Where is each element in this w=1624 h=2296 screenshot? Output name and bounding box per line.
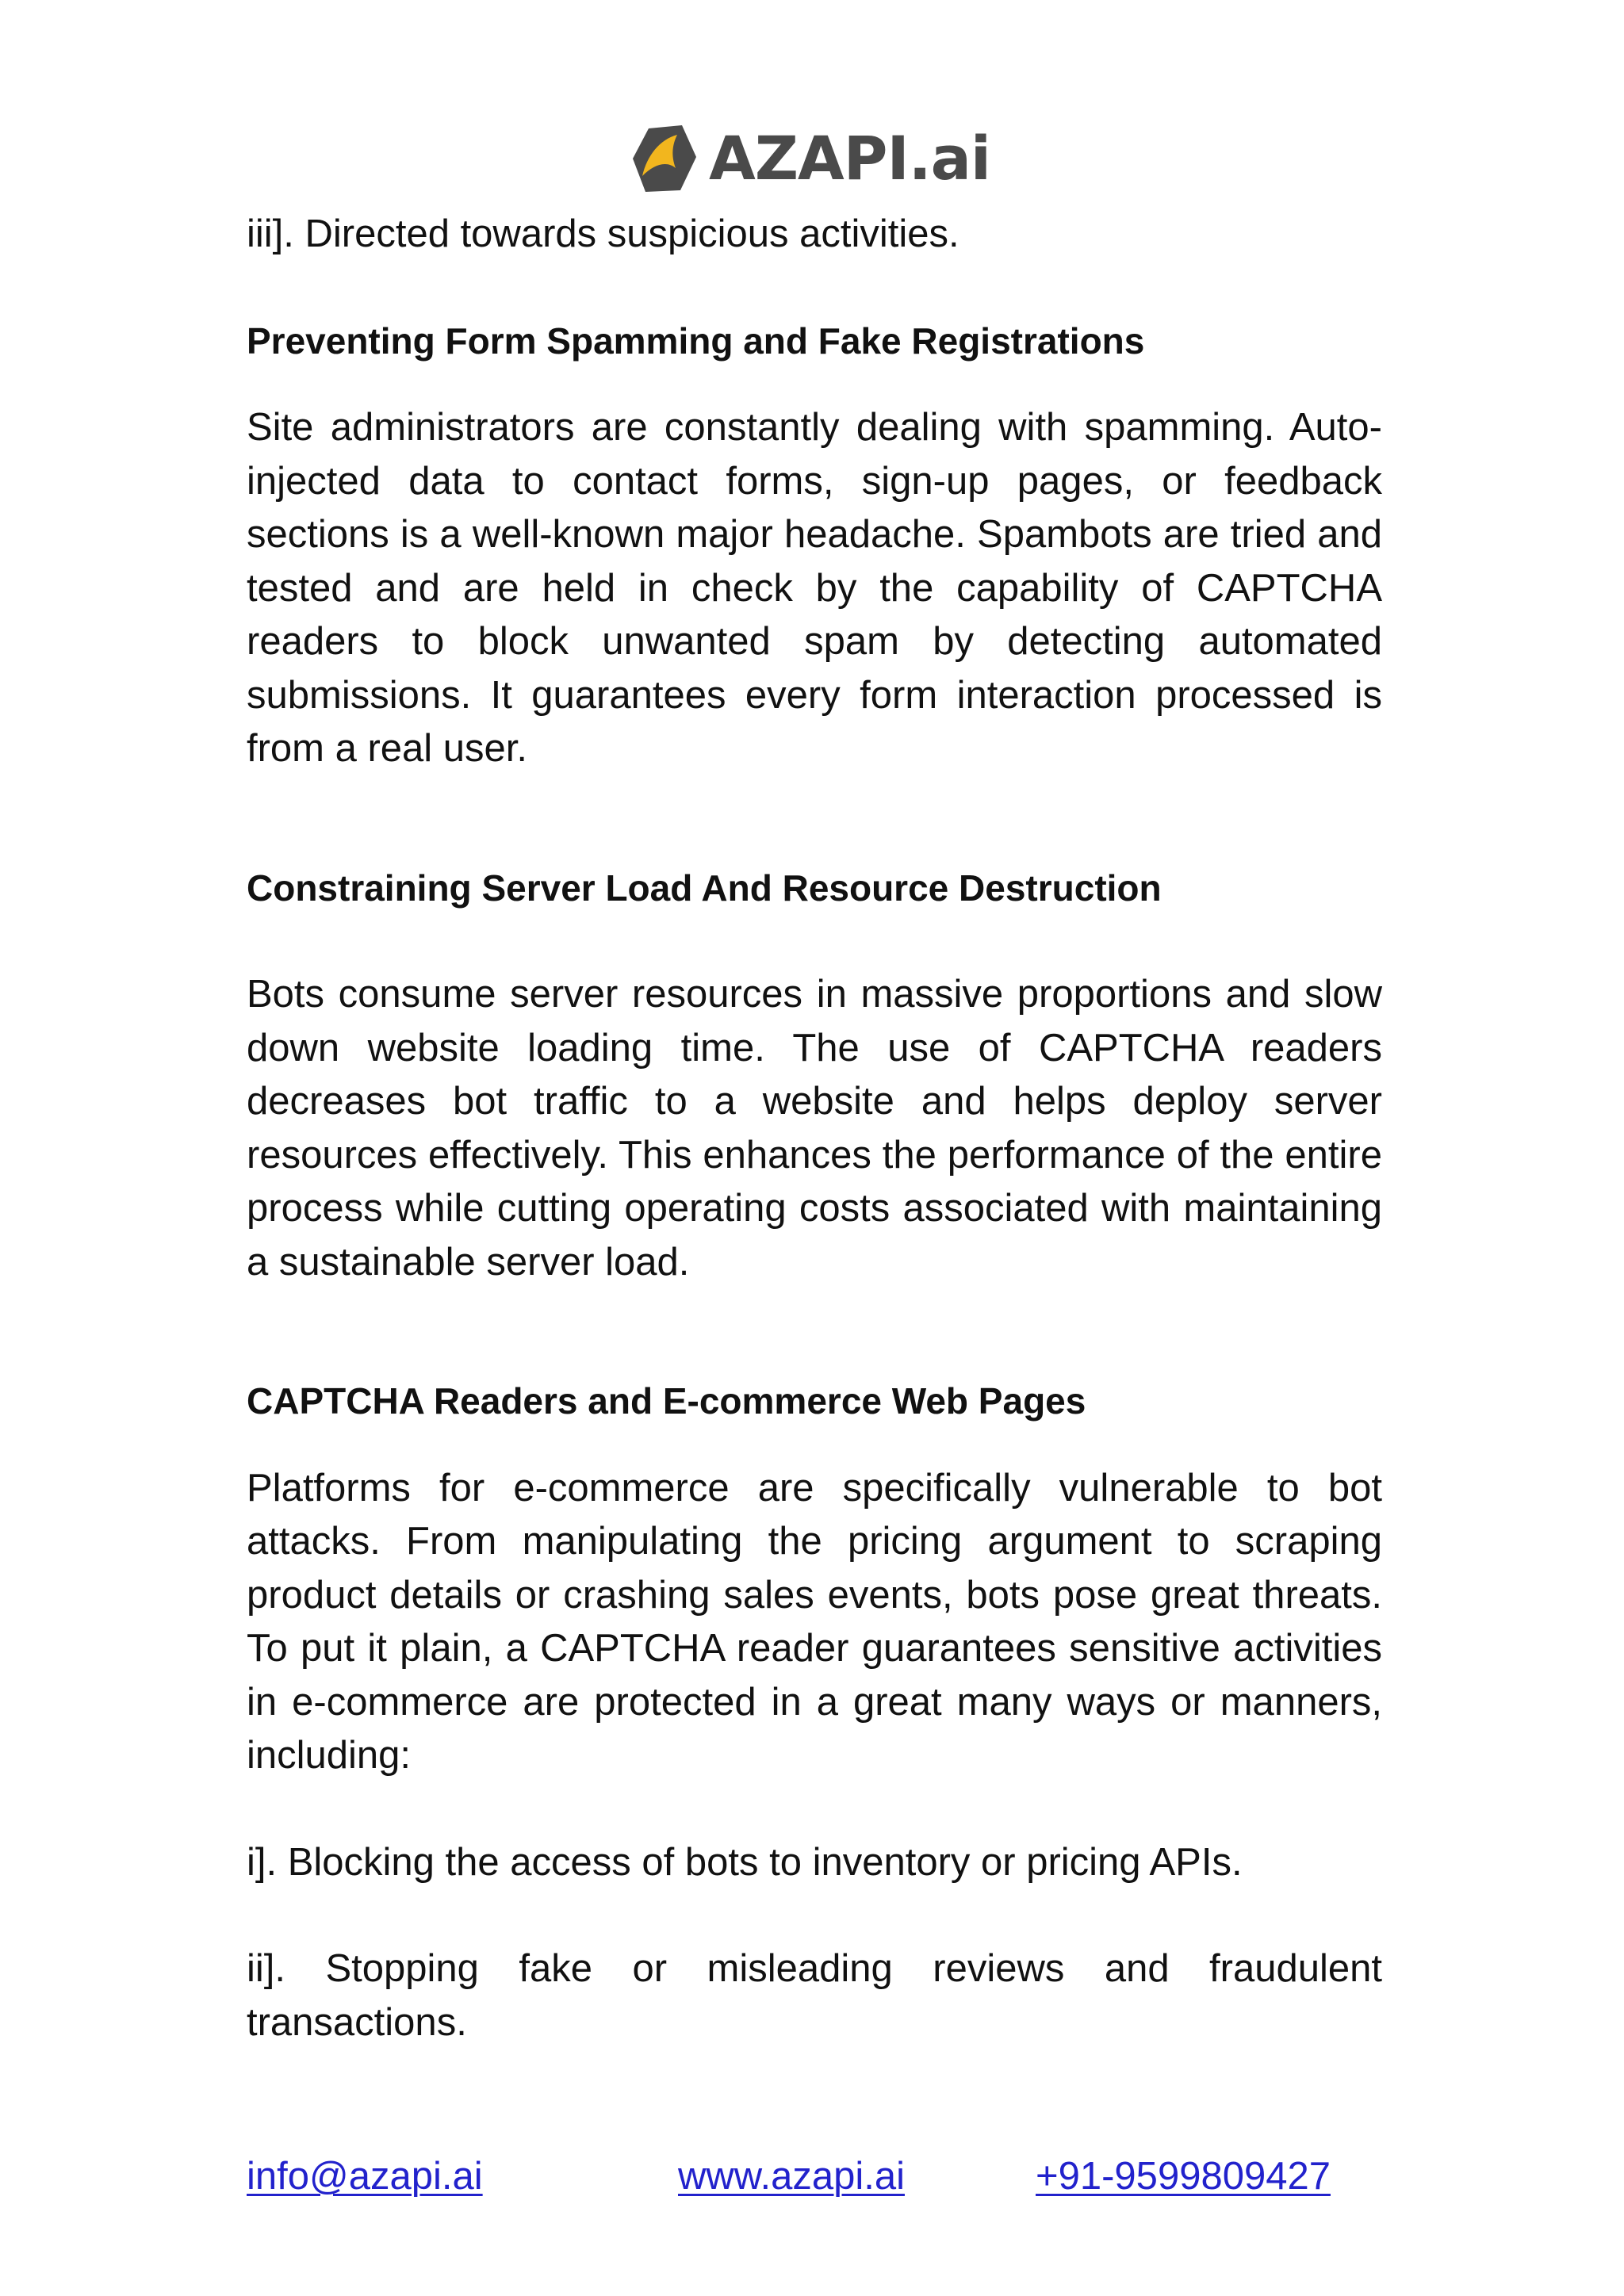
section-body-ecommerce: Platforms for e-commerce are specifically vulnerable to bot attacks. From manipulating the pricing argument to scraping product details or crashing sales events, bots pose great threats. To put it plain, a CAPTCHA reader guarantees sensitive activities in e-commerce are protected in a great many ways or manners, including: [247, 1466, 1382, 1777]
list-item: i]. Blocking the access of bots to inventory or pricing APIs. [247, 1840, 1243, 1884]
document-body [247, 208, 1382, 2049]
section-heading-ecommerce: CAPTCHA Readers and E-commerce Web Pages [247, 1380, 1086, 1422]
footer-website-link[interactable]: www.azapi.ai [678, 2155, 905, 2198]
section-body-server-load: Bots consume server resources in massive proportions and slow down website loading time. The use of CAPTCHA readers decreases bot traffic to a website and helps deploy server resources effectively. This enhances the performance of the entire process while cutting operating costs associated with maintaining a sustainable server load. [247, 973, 1382, 1284]
azapi-hexagon-logo-icon [631, 124, 698, 193]
azapi-logo [631, 119, 990, 198]
intro-list-item: iii]. Directed towards suspicious activities. [247, 212, 959, 255]
list-item: ii]. Stopping fake or misleading reviews and fraudulent transactions. [247, 1947, 1382, 2044]
logo-wordmark: AZAPI.ai [709, 123, 990, 193]
footer-phone-link[interactable]: +91-9599809427 [1036, 2155, 1331, 2198]
footer-email-link[interactable]: info@azapi.ai [247, 2155, 483, 2198]
page-footer [0, 2149, 1624, 2204]
section-heading-server-load: Constraining Server Load And Resource Destruction [247, 867, 1162, 909]
section-body-form-spamming: Site administrators are constantly dealing with spamming. Auto-injected data to contact forms, sign-up pages, or feedback sections is a well-known major headache. Spambots are tried and tested and are held in check by the capability of CAPTCHA readers to block unwanted spam by detecting automated submissions. It guarantees every form interaction processed is from a real user. [247, 406, 1382, 770]
section-heading-form-spamming: Preventing Form Spamming and Fake Registrations [247, 320, 1145, 362]
